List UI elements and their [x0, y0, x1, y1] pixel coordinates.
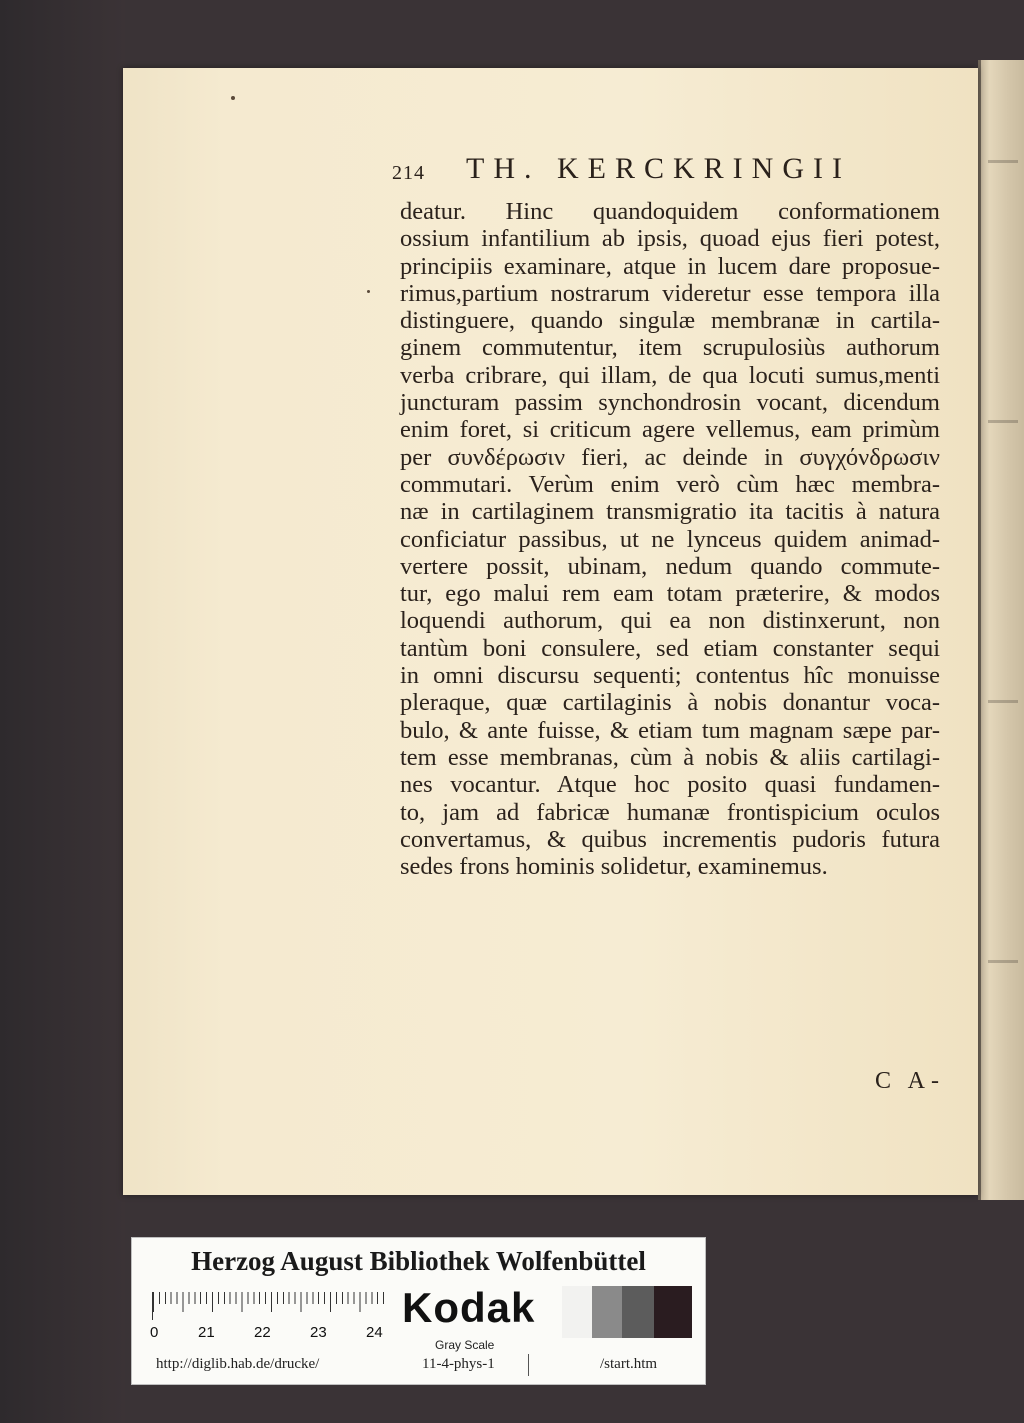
- text-line: pleraque, quæ cartilaginis à nobis donantur voca-: [400, 689, 940, 717]
- text-line: commutari. Verùm enim verò cùm hæc membra-: [400, 470, 940, 498]
- text-line: tur, ego malui rem eam totam præterire, & modos: [400, 580, 940, 608]
- text-line: tem esse membranas, cùm à nobis & aliis cartilagi-: [400, 743, 940, 771]
- gray-swatch: [562, 1286, 592, 1338]
- text-line: convertamus, & quibus incrementis pudoris futura: [400, 825, 940, 853]
- shelf-signature: 11-4-phys-1: [422, 1356, 495, 1372]
- ruler-label: 24: [366, 1324, 383, 1341]
- ink-spot: [367, 290, 370, 293]
- text-line: næ in cartilaginem transmigratio ita tacitis à natura: [400, 498, 940, 526]
- text-line: deatur. Hinc quandoquidem conformationem: [400, 198, 940, 225]
- text-line: distinguere, quando singulæ membranæ in cartila-: [400, 307, 940, 335]
- gray-swatch: [592, 1286, 622, 1338]
- ruler-label: 0: [150, 1324, 159, 1341]
- text-line: ginem commutentur, item scrupulosiùs authorum: [400, 334, 940, 362]
- text-line: to, jam ad fabricæ humanæ frontispicium oculos: [400, 798, 940, 826]
- text-line: in omni discursu sequenti; contentus hîc monuisse: [400, 662, 940, 690]
- text-line: rimus,partium nostrarum videretur esse tempora illa: [400, 279, 940, 307]
- library-name: Herzog August Bibliothek Wolfenbüttel: [191, 1246, 646, 1276]
- text-line: vertere possit, ubinam, nedum quando commute-: [400, 552, 940, 580]
- gray-swatch: [622, 1286, 654, 1338]
- text-line: tantùm boni consulere, sed etiam constanter sequi: [400, 634, 940, 662]
- library-color-card: [131, 1237, 706, 1385]
- kodak-logo-area: [387, 1278, 587, 1352]
- bleed-mark: [988, 160, 1018, 163]
- text-line: ossium infantilium ab ipsis, quoad ejus fieri potest,: [400, 225, 940, 253]
- facing-page-edge: [978, 60, 1024, 1200]
- scan-background: [0, 0, 125, 1423]
- page-number: 214: [392, 162, 425, 184]
- text-line: sedes frons hominis solidetur, examinemus.: [400, 853, 828, 881]
- text-line: conficiatur passibus, ut ne lynceus quidem animad-: [400, 525, 940, 553]
- text-line: per συνδέρωσιν fieri, ac deinde in συγχόνδρωσιν: [400, 443, 940, 471]
- gray-swatch: [654, 1286, 692, 1338]
- url-right: /start.htm: [600, 1356, 658, 1372]
- text-line: loquendi authorum, qui ea non distinxerunt, non: [400, 607, 940, 635]
- text-line: verba cribrare, qui illam, de qua locuti sumus,menti: [400, 361, 940, 389]
- bleed-mark: [988, 960, 1018, 963]
- gray-scale-label: Gray Scale: [435, 1338, 495, 1352]
- card-footer: [132, 1352, 705, 1378]
- ruler-label: 21: [198, 1324, 215, 1341]
- ink-spot: [231, 96, 235, 100]
- text-line: nes vocantur. Atque hoc posito quasi fundamen-: [400, 771, 940, 799]
- gray-scale-swatches: [562, 1286, 692, 1338]
- ruler-label: 23: [310, 1324, 327, 1341]
- ruler-label: 22: [254, 1324, 271, 1341]
- running-title: TH. KERCKRINGII: [466, 152, 851, 185]
- url-left: http://diglib.hab.de/drucke/: [156, 1356, 320, 1372]
- footer-separator: [528, 1354, 529, 1376]
- text-line: juncturam passim synchondrosin vocant, dicendum: [400, 389, 940, 417]
- body-text: [400, 198, 940, 880]
- scale-ruler: [152, 1292, 389, 1320]
- catchword: C A-: [875, 1068, 946, 1094]
- bleed-mark: [988, 420, 1018, 423]
- text-line: bulo, & ante fuisse, & etiam tum magnam sæpe par-: [400, 716, 940, 744]
- text-line: enim foret, si criticum agere vellemus, eam primùm: [400, 416, 940, 444]
- page-header: [392, 152, 862, 192]
- text-line: principiis examinare, atque in lucem dare proposue-: [400, 252, 940, 280]
- bleed-mark: [988, 700, 1018, 703]
- kodak-brand: Kodak: [402, 1284, 536, 1331]
